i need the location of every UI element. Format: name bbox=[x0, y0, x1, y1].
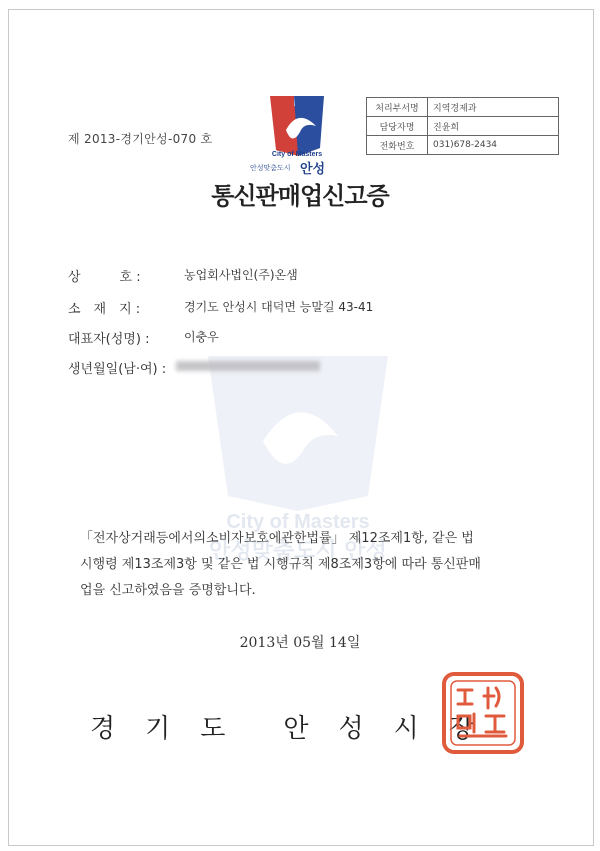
logo-korean-small: 안성맞춤도시 bbox=[250, 164, 291, 172]
body-line: 업을 신고하였음을 증명합니다. bbox=[80, 583, 256, 598]
field-label-birthdate: 생년월일(남·여) : bbox=[68, 362, 167, 377]
contact-value: 진윤희 bbox=[428, 117, 559, 136]
field-value-business-name: 농업회사법인(주)온샘 bbox=[184, 268, 298, 282]
contact-row bbox=[367, 117, 559, 136]
issuer-name: 경 기 도 안 성 시 장 bbox=[90, 714, 476, 744]
body-line: 시행령 제13조제3항 및 같은 법 시행규칙 제8조제3항에 따라 통신판매 bbox=[80, 557, 481, 572]
contact-value: 031)678-2434 bbox=[428, 136, 559, 155]
official-seal bbox=[440, 670, 526, 756]
contact-row bbox=[367, 98, 559, 117]
contact-label: 전화번호 bbox=[367, 136, 428, 155]
contact-value: 지역경제과 bbox=[428, 98, 559, 117]
redacted-birthdate bbox=[176, 361, 320, 371]
logo-english: City of Masters bbox=[271, 151, 323, 158]
issue-date: 2013년 05월 14일 bbox=[239, 635, 361, 651]
field-label-business-name: 상 호 : bbox=[68, 270, 141, 285]
logo-korean-big: 안성 bbox=[300, 162, 326, 177]
contact-table bbox=[366, 97, 559, 155]
watermark-english: City of Masters bbox=[226, 511, 370, 533]
document-number: 제 2013-경기안성-070 호 bbox=[68, 132, 213, 146]
body-line: 「전자상거래등에서의소비자보호에관한법률」 제12조제1항, 같은 법 bbox=[80, 531, 474, 546]
certificate-body bbox=[80, 526, 530, 604]
certificate-title: 통신판매업신고증 bbox=[211, 182, 389, 210]
watermark-korean: 안성맞춤도시 안성 bbox=[209, 539, 387, 564]
field-label-address: 소 재 지 : bbox=[68, 302, 141, 317]
field-value-address: 경기도 안성시 대덕면 능말길 43-41 bbox=[184, 300, 374, 314]
contact-label: 담당자명 bbox=[367, 117, 428, 136]
field-value-representative: 이충우 bbox=[184, 330, 219, 344]
contact-row bbox=[367, 136, 559, 155]
field-label-representative: 대표자(성명) : bbox=[68, 332, 150, 347]
contact-label: 처리부서명 bbox=[367, 98, 428, 117]
